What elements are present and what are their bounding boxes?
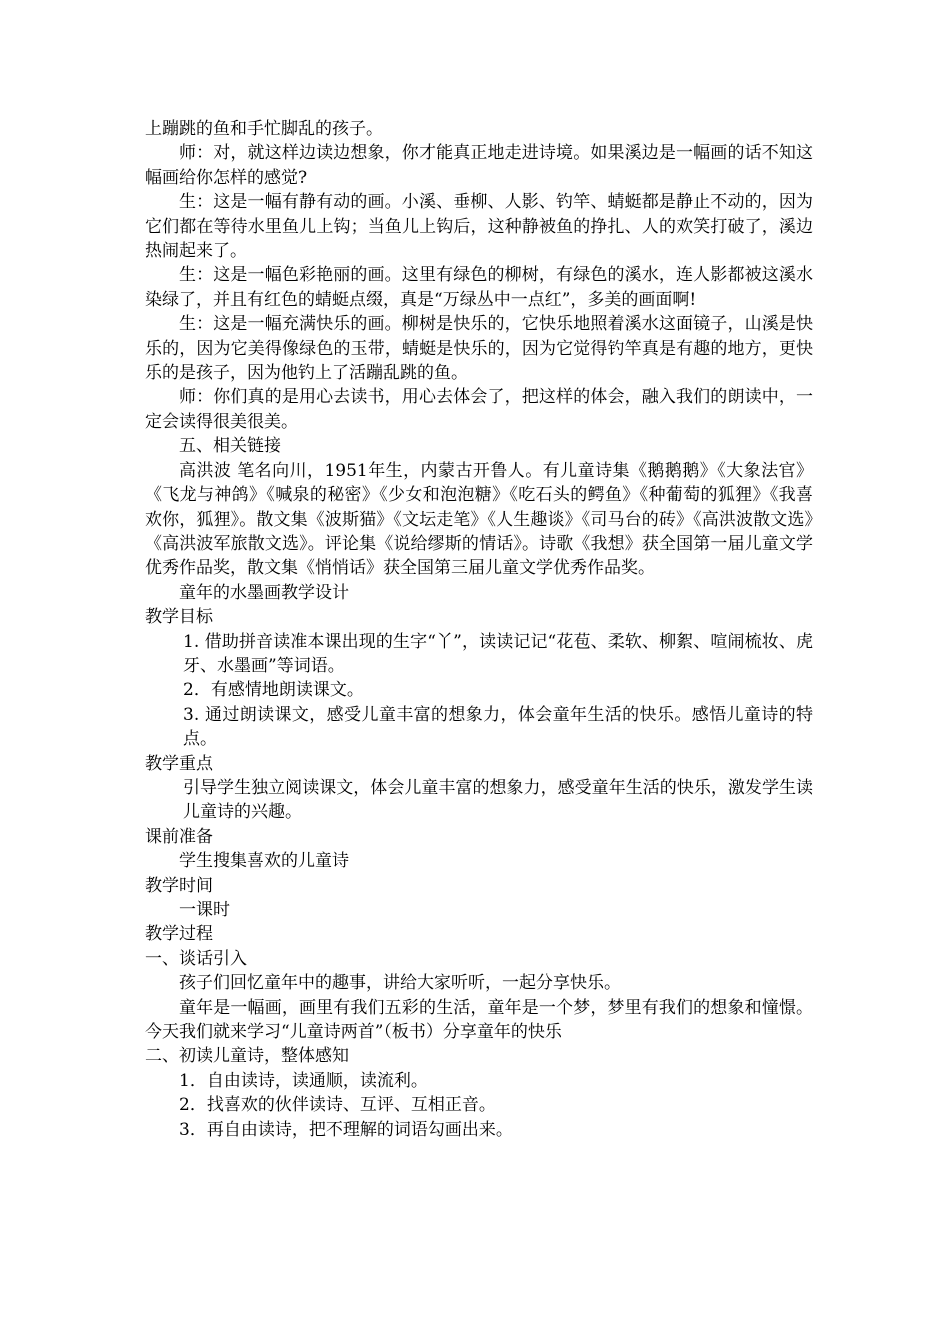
- paragraph-student-answer-3: 生：这是一幅充满快乐的画。柳树是快乐的，它快乐地照着溪水这面镜子，山溪是快乐的，因为它美得像绿色的玉带，蜻蜓是快乐的，因为它觉得钓竿真是有趣的地方，更快乐的是孩子，因为他钓上了活蹦乱跳的鱼。: [145, 314, 813, 384]
- step-heading-2: 二、初读儿童诗，整体感知: [145, 1046, 349, 1067]
- heading-teaching-process: 教学过程: [145, 924, 213, 945]
- paragraph-preparation: 学生搜集喜欢的儿童诗: [179, 851, 349, 872]
- step-heading-1: 一、谈话引入: [145, 948, 247, 969]
- document-title: 童年的水墨画教学设计: [179, 582, 349, 603]
- goal-item-3: 3. 通过朗读课文，感受儿童丰富的想象力，体会童年生活的快乐。感悟儿童诗的特点。: [183, 704, 813, 750]
- heading-teaching-focus: 教学重点: [145, 753, 213, 774]
- goal-item-1: 1. 借助拼音读准本课出现的生字“丫”，读读记记“花苞、柔软、柳絮、喧闹梳妆、虎牙、水墨画”等词语。: [183, 631, 813, 676]
- paragraph-teaching-time: 一课时: [179, 900, 230, 920]
- section-heading-related-links: 五、相关链接: [179, 436, 281, 457]
- step-2-item-3: 3．再自由读诗，把不理解的词语勾画出来。: [179, 1119, 513, 1140]
- paragraph-author-bio: 高洪波 笔名向川，1951年生，内蒙古开鲁人。有儿童诗集《鹅鹅鹅》《大象法官》《飞龙与神鸽》《喊泉的秘密》《少女和泡泡糖》《吃石头的鳄鱼》《种葡萄的狐狸》《我喜欢你，狐狸》。散文集《波斯猫》《文坛走笔》《人生趣谈》《司马台的砖》《高洪波散文选》《高洪波军旅散文选》。评论集《说给缪斯的情话》。诗歌《我想》获全国第一届儿童文学优秀作品奖，散文集《悄悄话》获全国第三届儿童文学优秀作品奖。: [145, 460, 813, 579]
- paragraph-teaching-focus: 引导学生独立阅读课文，体会儿童丰富的想象力，感受童年生活的快乐，激发学生读儿童诗的兴趣。: [183, 777, 813, 823]
- paragraph-teacher-prompt: 师：对，就这样边读边想象，你才能真正地走进诗境。如果溪边是一幅画的话不知这幅画给你怎样的感觉?: [145, 143, 813, 188]
- paragraph-continuation: 上蹦跳的鱼和手忙脚乱的孩子。: [145, 119, 383, 139]
- heading-preparation: 课前准备: [145, 826, 213, 847]
- heading-teaching-time: 教学时间: [145, 875, 213, 896]
- heading-teaching-goals: 教学目标: [145, 607, 213, 628]
- step-2-item-2: 2．找喜欢的伙伴读诗、互评、互相正音。: [179, 1095, 496, 1116]
- step-2-item-1: 1．自由读诗，读通顺，读流利。: [179, 1070, 428, 1091]
- paragraph-teacher-summary: 师：你们真的是用心去读书，用心去体会了，把这样的体会，融入我们的朗读中，一定会读得很美很美。: [145, 387, 813, 432]
- paragraph-student-answer-2: 生：这是一幅色彩艳丽的画。这里有绿色的柳树，有绿色的溪水，连人影都被这溪水染绿了，并且有红色的蜻蜓点缀，真是“万绿丛中一点红”，多美的画面啊!: [145, 265, 813, 310]
- paragraph-step-1a: 孩子们回忆童年中的趣事，讲给大家听听，一起分享快乐。: [179, 973, 621, 994]
- paragraph-student-answer-1: 生：这是一幅有静有动的画。小溪、垂柳、人影、钓竿、蜻蜓都是静止不动的，因为它们都在等待水里鱼儿上钩；当鱼儿上钩后，这种静被鱼的挣扎、人的欢笑打破了，溪边热闹起来了。: [145, 192, 813, 262]
- paragraph-step-1b: 童年是一幅画，画里有我们五彩的生活，童年是一个梦，梦里有我们的想象和憧憬。今天我们就来学习“儿童诗两首”（板书）分享童年的快乐: [145, 997, 813, 1043]
- goal-item-2: 2．有感情地朗读课文。: [183, 680, 364, 701]
- document-body: [145, 117, 813, 1142]
